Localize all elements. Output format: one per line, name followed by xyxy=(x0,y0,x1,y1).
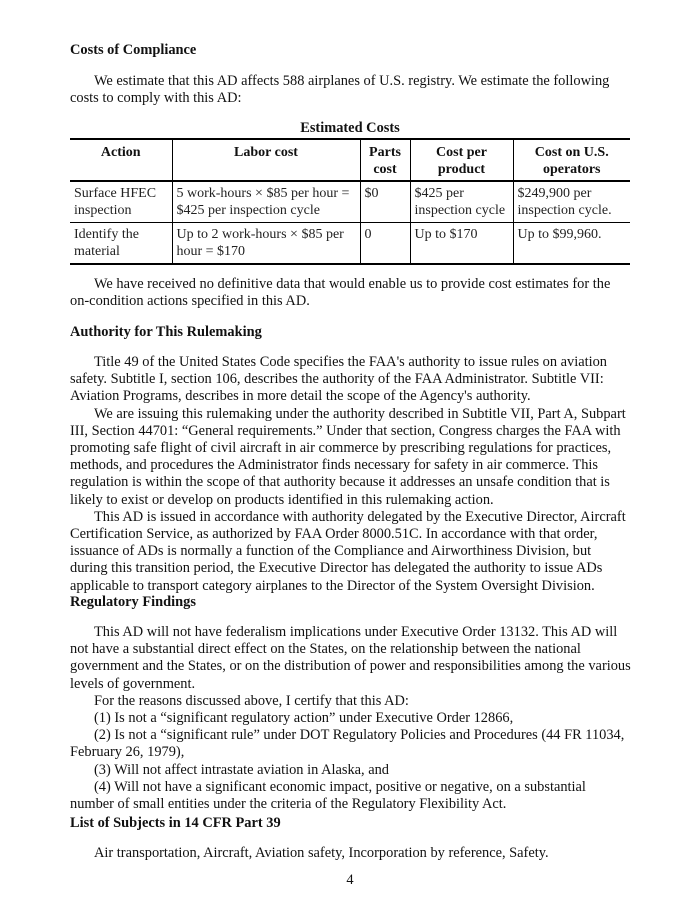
column-header-parts-cost: Parts cost xyxy=(360,139,410,181)
table-row xyxy=(70,181,630,223)
findings-body xyxy=(70,624,632,813)
findings-paragraph: For the reasons discussed above, I certify that this AD: xyxy=(94,692,409,709)
table-cell: Up to $99,960. xyxy=(513,223,630,265)
findings-list-item: (1) Is not a “significant regulatory action” under Executive Order 12866, xyxy=(94,710,514,727)
table-cell: 5 work-hours × $85 per hour = $425 per inspection cycle xyxy=(172,181,360,223)
costs-heading: Costs of Compliance xyxy=(70,42,197,58)
table-header-row xyxy=(70,139,630,181)
table-title: Estimated Costs xyxy=(300,120,400,136)
findings-list-item: (2) Is not a “significant rule” under DOT Regulatory Policies and Procedures (44 FR 11034, February 26, 1979), xyxy=(70,727,625,761)
table-row xyxy=(70,223,630,265)
table-cell: $0 xyxy=(360,181,410,223)
table-cell: Up to $170 xyxy=(410,223,513,265)
column-header-action: Action xyxy=(100,145,141,160)
table-cell: 0 xyxy=(360,223,410,265)
estimated-costs-table xyxy=(70,138,630,265)
page-number: 4 xyxy=(346,872,354,888)
table-cell: $425 per inspection cycle xyxy=(410,181,513,223)
table-cell: Surface HFEC inspection xyxy=(74,186,157,218)
authority-paragraph: Title 49 of the United States Code specifies the FAA's authority to issue rules on aviation safety. Subtitle I, section 106, describes the authority of the FAA Administrator. Subtitle VII: Aviation Programs, describes in more detail the scope of the Agency's authority. xyxy=(70,354,607,405)
findings-list-item: (3) Will not affect intrastate aviation in Alaska, and xyxy=(94,761,390,778)
costs-intro: We estimate that this AD affects 588 airplanes of U.S. registry. We estimate the following costs to comply with this AD: xyxy=(70,73,610,107)
findings-list-item: (4) Will not have a significant economic impact, positive or negative, on a substantial number of small entities under the criteria of the Regulatory Flexibility Act. xyxy=(70,778,586,813)
column-header-cost-on-operators: Cost on U.S. operators xyxy=(513,139,630,181)
table-cell: $249,900 per inspection cycle. xyxy=(513,181,630,223)
costs-note: We have received no definitive data that would enable us to provide cost estimates for the on-condition actions specified in this AD. xyxy=(70,276,611,310)
authority-paragraph: This AD is issued in accordance with authority delegated by the Executive Director, Aircraft Certification Service, as authorized by FAA Order 8000.51C. In accordance with that order, issuance of ADs is normally a function of the Compliance and Airworthiness Division, but during this transition period, the Executive Director has delegated the authority to issue ADs applicable to transport category airplanes to the Director of the System Oversight Division. xyxy=(70,508,626,594)
table-cell: Up to 2 work-hours × $85 per hour = $170 xyxy=(172,223,360,265)
column-header-labor-cost: Labor cost xyxy=(172,139,360,181)
table-cell: Identify the material xyxy=(74,227,139,259)
authority-body xyxy=(70,354,632,595)
column-header-cost-per-product: Cost per product xyxy=(410,139,513,181)
subjects-heading: List of Subjects in 14 CFR Part 39 xyxy=(70,815,281,831)
findings-heading: Regulatory Findings xyxy=(70,594,196,610)
authority-heading: Authority for This Rulemaking xyxy=(70,324,262,340)
findings-paragraph: This AD will not have federalism implications under Executive Order 13132. This AD will not have a substantial direct effect on the States, on the relationship between the national government and the States, or on the distribution of power and responsibilities among the various levels of government. xyxy=(70,624,631,692)
subjects-text: Air transportation, Aircraft, Aviation safety, Incorporation by reference, Safety. xyxy=(94,845,549,861)
authority-paragraph: We are issuing this rulemaking under the authority described in Subtitle VII, Part A, Subpart III, Section 44701: “General requirements.” Under that section, Congress charges the FAA with promoting safe flight of civil aircraft in air commerce by prescribing regulations for practices, methods, and procedures the Administrator finds necessary for safety in air commerce. This regulation is within the scope of that authority because it addresses an unsafe condition that is likely to exist or develop on products identified in this rulemaking action. xyxy=(70,405,626,508)
